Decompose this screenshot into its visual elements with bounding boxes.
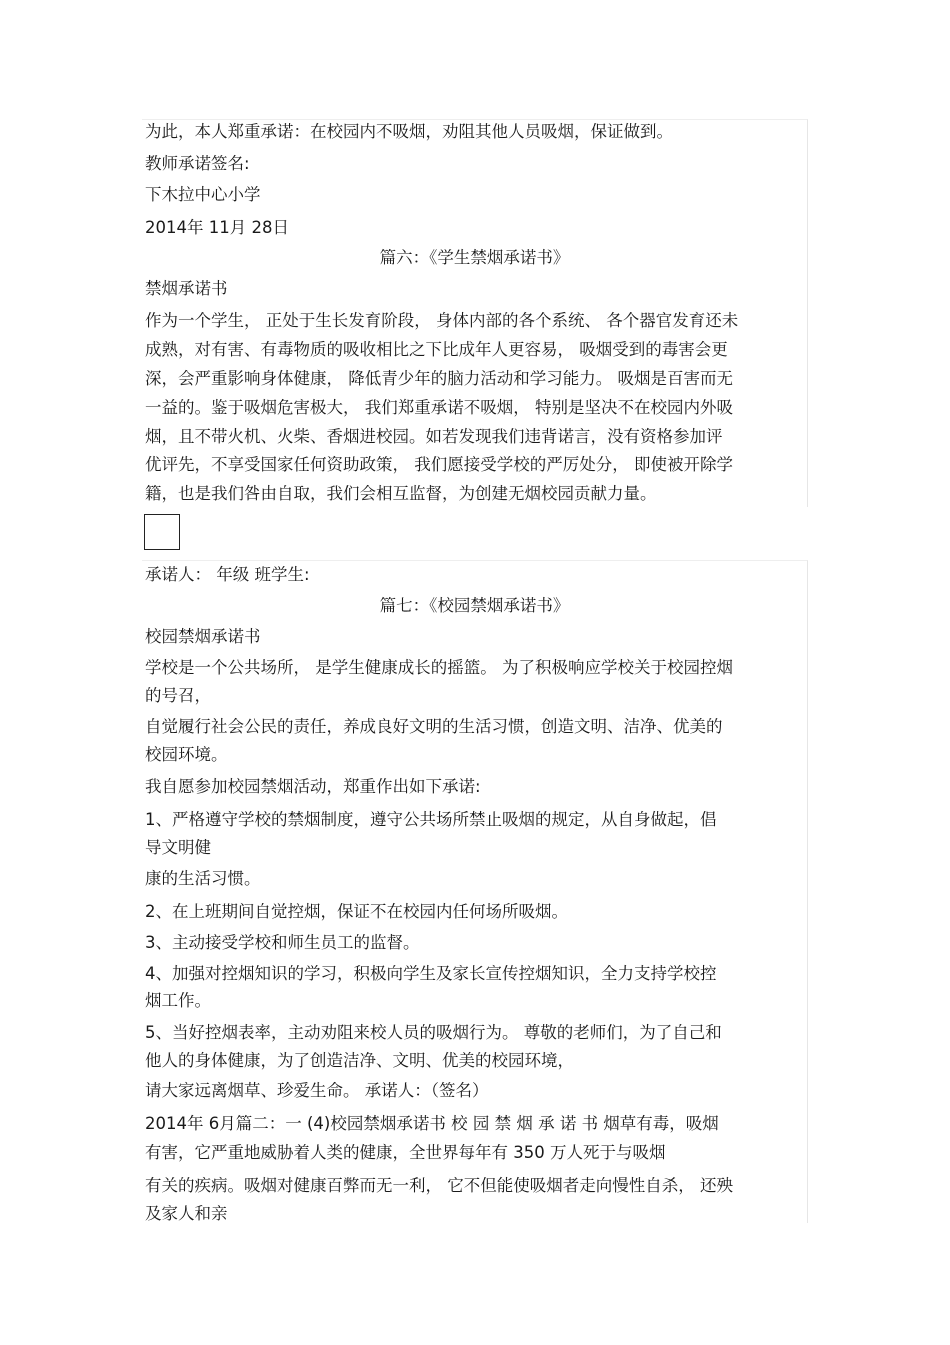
text-line: 他人的身体健康，为了创造洁净、文明、优美的校园环境，: [145, 1051, 574, 1070]
body-line: 籍，也是我们咎由自取，我们会相互监督，为创建无烟校园贡献力量。: [145, 484, 657, 503]
body-line: 优评先，不享受国家任何资助政策， 我们愿接受学校的严厉处分， 即使被开除学: [145, 455, 733, 474]
section-seven-heading: 篇七：《校园禁烟承诺书》: [379, 596, 570, 615]
body-line: 烟，且不带火机、火柴、香烟进校园。如若发现我们违背诺言，没有资格参加评: [145, 427, 723, 446]
section-six-heading: 篇六：《学生禁烟承诺书》: [379, 248, 570, 267]
text-line: 我自愿参加校园禁烟活动，郑重作出如下承诺:: [145, 777, 481, 796]
text-line: 有关的疾病。吸烟对健康百弊而无一利， 它不但能使吸烟者走向慢性自杀， 还殃: [145, 1176, 733, 1195]
text-line: 3、主动接受学校和师生员工的监督。: [145, 933, 420, 952]
section-seven-subtitle: 校园禁烟承诺书: [145, 627, 261, 646]
text-line: 及家人和亲: [145, 1204, 228, 1223]
text-line: 校园环境。: [145, 745, 228, 764]
text-line: 自觉履行社会公民的责任，养成良好文明的生活习惯，创造文明、洁净、优美的: [145, 717, 723, 736]
text-line: 导文明健: [145, 838, 211, 857]
text-line: 学校是一个公共场所， 是学生健康成长的摇篮。 为了积极响应学校关于校园控烟: [145, 658, 733, 677]
signature-label: 教师承诺签名:: [145, 154, 250, 173]
body-line: 作为一个学生， 正处于生长发育阶段， 身体内部的各个系统、 各个器官发育还未: [145, 311, 739, 330]
text-line: 1、严格遵守学校的禁烟制度，遵守公共场所禁止吸烟的规定，从自身做起，倡: [145, 810, 717, 829]
pledge-line: 为此，本人郑重承诺：在校园内不吸烟，劝阻其他人员吸烟，保证做到。: [145, 122, 673, 141]
text-line: 有害，它严重地威胁着人类的健康，全世界每年有 350 万人死于与吸烟: [145, 1143, 666, 1162]
text-line: 的号召，: [145, 686, 211, 705]
text-line: 2014年 6月篇二：一 (4)校园禁烟承诺书 校 园 禁 烟 承 诺 书 烟草有毒，吸烟: [145, 1114, 719, 1133]
date-line: 2014年 11月 28日: [145, 218, 289, 237]
text-line: 请大家远离烟草、珍爱生命。 承诺人：（签名）: [145, 1081, 489, 1100]
body-line: 深，会严重影响身体健康， 降低青少年的脑力活动和学习能力。 吸烟是百害而无: [145, 369, 733, 388]
text-line: 4、加强对控烟知识的学习，积极向学生及家长宣传控烟知识，全力支持学校控: [145, 964, 717, 983]
body-line: 一益的。鉴于吸烟危害极大， 我们郑重承诺不吸烟， 特别是坚决不在校园内外吸: [145, 398, 733, 417]
section-six-subtitle: 禁烟承诺书: [145, 279, 228, 298]
school-name: 下木拉中心小学: [145, 185, 261, 204]
body-line: 成熟，对有害、有毒物质的吸收相比之下比成年人更容易， 吸烟受到的毒害会更: [145, 340, 728, 359]
signer-line: 承诺人： 年级 班学生:: [145, 565, 310, 584]
text-line: 5、当好控烟表率，主动劝阻来校人员的吸烟行为。 尊敬的老师们，为了自己和: [145, 1023, 722, 1042]
text-line: 2、在上班期间自觉控烟，保证不在校园内任何场所吸烟。: [145, 902, 568, 921]
text-line: 烟工作。: [145, 991, 211, 1010]
text-line: 康的生活习惯。: [145, 869, 261, 888]
empty-box: [144, 514, 180, 550]
